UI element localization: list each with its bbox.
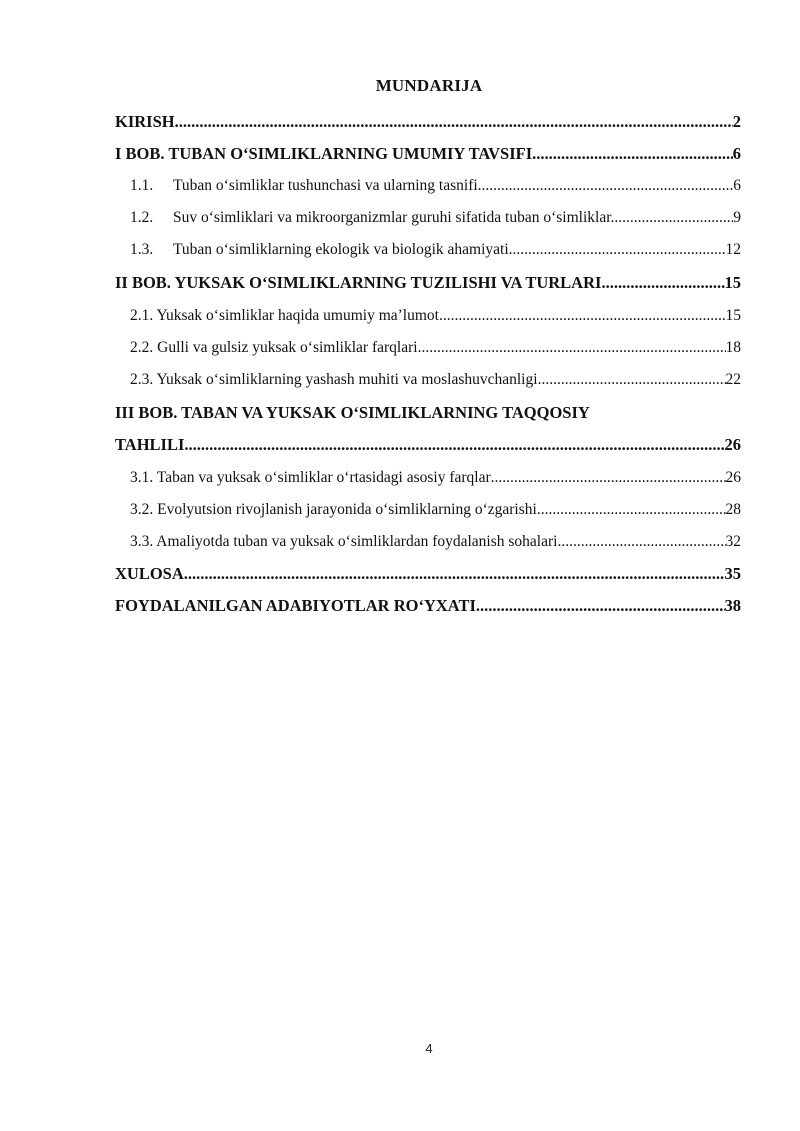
dot-leader bbox=[184, 431, 724, 459]
dot-leader bbox=[532, 140, 733, 168]
dot-leader bbox=[614, 204, 733, 232]
toc-entry-page: 22 bbox=[725, 371, 741, 388]
toc-entry-section-1-3[interactable] bbox=[115, 236, 741, 264]
toc-entry-title: Tuban o‘simliklar tushunchasi va ularning tasnifi bbox=[173, 177, 478, 194]
toc-entry-title: Suv o‘simliklari va mikroorganizmlar guruhi sifatida tuban o‘simliklar. bbox=[173, 209, 615, 226]
toc-entry-page: 28 bbox=[725, 501, 741, 518]
dot-leader bbox=[537, 496, 726, 524]
toc-entry-section-1-2[interactable] bbox=[115, 204, 741, 232]
toc-entry-title: Tuban o‘simliklarning ekologik va biologik ahamiyati bbox=[173, 241, 509, 258]
toc-entry-section-2-3[interactable] bbox=[115, 366, 741, 394]
toc-entry-page: 12 bbox=[725, 241, 741, 258]
dot-leader bbox=[557, 528, 725, 556]
dot-leader bbox=[538, 366, 726, 394]
toc-entry-section-3-1[interactable] bbox=[115, 464, 741, 492]
toc-entry-title: 2.3. Yuksak o‘simliklarning yashash muhiti va moslashuvchanligi bbox=[130, 371, 538, 388]
dot-leader bbox=[418, 334, 726, 362]
dot-leader bbox=[439, 302, 726, 330]
dot-leader bbox=[184, 560, 725, 588]
toc-entry-page: 9 bbox=[733, 209, 741, 226]
toc-entry-section-2-2[interactable] bbox=[115, 334, 741, 362]
toc-entry-xulosa[interactable] bbox=[115, 560, 741, 588]
dot-leader bbox=[476, 592, 725, 620]
toc-entry-title: 3.1. Taban va yuksak o‘simliklar o‘rtasidagi asosiy farqlar bbox=[130, 469, 491, 486]
dot-leader bbox=[478, 172, 734, 200]
toc-entry-number: 1.1. bbox=[130, 177, 154, 194]
toc-entry-title: KIRISH bbox=[115, 112, 175, 131]
toc-entry-page: 26 bbox=[724, 435, 741, 454]
page-title: MUNDARIJA bbox=[375, 76, 483, 95]
toc-entry-page: 15 bbox=[725, 307, 741, 324]
toc-entry-page: 32 bbox=[725, 533, 741, 550]
toc-entry-page: 26 bbox=[725, 469, 741, 486]
toc-entry-title: 2.1. Yuksak o‘simliklar haqida umumiy ma’lumot bbox=[130, 307, 439, 324]
dot-leader bbox=[175, 108, 733, 136]
toc-entry-number: 1.2. bbox=[130, 209, 154, 226]
toc-entry-title: FOYDALANILGAN ADABIYOTLAR RO‘YXATI bbox=[115, 596, 476, 615]
toc-entry-section-1-1[interactable] bbox=[115, 172, 741, 200]
toc-entry-page: 35 bbox=[724, 564, 741, 583]
toc-entry-chapter-3-line1: III BOB. TABAN VA YUKSAK O‘SIMLIKLARNING TAQQOSIY bbox=[115, 403, 590, 422]
toc-entry-title: 3.3. Amaliyotda tuban va yuksak o‘simliklardan foydalanish sohalari bbox=[130, 533, 558, 550]
dot-leader bbox=[509, 236, 726, 264]
toc-entry-page: 2 bbox=[732, 112, 741, 131]
dot-leader bbox=[491, 464, 726, 492]
toc-entry-page: 6 bbox=[733, 177, 741, 194]
toc-entry-number: 1.3. bbox=[130, 241, 154, 258]
toc-entry-kirish[interactable] bbox=[115, 108, 741, 136]
toc-entry-title: 2.2. Gulli va gulsiz yuksak o‘simliklar farqlari bbox=[130, 339, 418, 356]
page-number: 4 bbox=[425, 1041, 433, 1056]
toc-entry-references[interactable] bbox=[115, 592, 741, 620]
toc-entry-title: XULOSA bbox=[115, 564, 184, 583]
toc-entry-chapter-2[interactable] bbox=[115, 269, 741, 297]
toc-entry-chapter-3[interactable] bbox=[115, 431, 741, 459]
toc-entry-section-2-1[interactable] bbox=[115, 302, 741, 330]
toc-entry-section-3-3[interactable] bbox=[115, 528, 741, 556]
toc-entry-title: II BOB. YUKSAK O‘SIMLIKLARNING TUZILISHI VA TURLARI bbox=[115, 273, 602, 292]
toc-entry-chapter-1[interactable] bbox=[115, 140, 741, 168]
toc-entry-title: I BOB. TUBAN O‘SIMLIKLARNING UMUMIY TAVSIFI bbox=[115, 144, 533, 163]
toc-entry-section-3-2[interactable] bbox=[115, 496, 741, 524]
toc-entry-page: 18 bbox=[725, 339, 741, 356]
toc-entry-page: 6 bbox=[732, 144, 741, 163]
toc-entry-title: TAHLILI bbox=[115, 435, 185, 454]
dot-leader bbox=[601, 269, 724, 297]
toc-entry-page: 38 bbox=[724, 596, 741, 615]
toc-entry-title: 3.2. Evolyutsion rivojlanish jarayonida o‘simliklarning o‘zgarishi bbox=[130, 501, 537, 518]
toc-entry-page: 15 bbox=[724, 273, 741, 292]
